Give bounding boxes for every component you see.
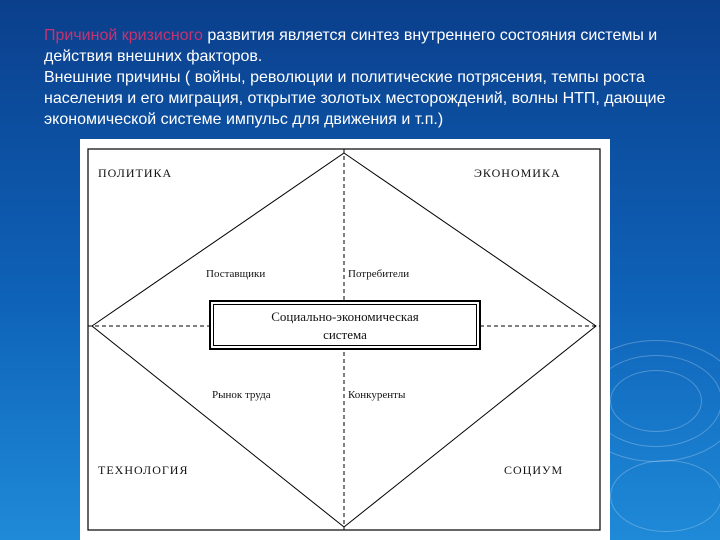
- ripple-decoration: [610, 460, 720, 532]
- paragraph-2: Внешние причины ( войны, революции и политические потрясения, темпы роста населения и его миграция, открытие золотых месторождений, волны НТП, дающие экономической системе импульс для движения и т.п.): [44, 69, 666, 128]
- paragraph-1: [44, 25, 694, 67]
- label-technology: ТЕХНОЛОГИЯ: [98, 463, 189, 477]
- center-system-box: [209, 300, 481, 350]
- label-suppliers: Поставщики: [206, 268, 266, 280]
- label-competitors: Конкуренты: [348, 389, 406, 401]
- center-label-line-2: система: [323, 327, 367, 342]
- label-labor-market: Рынок труда: [212, 389, 271, 401]
- label-politics: ПОЛИТИКА: [98, 166, 173, 180]
- label-society: СОЦИУМ: [504, 463, 564, 477]
- label-consumers: Потребители: [348, 268, 410, 280]
- highlighted-phrase: Причиной кризисного: [44, 27, 203, 44]
- slide-text: [44, 25, 694, 130]
- center-label-line-1: Социально-экономическая: [271, 309, 419, 324]
- paragraph-1-text: развития является синтез внутреннего состояния системы и действия внешних факторов.: [44, 27, 658, 65]
- diagram-panel: [80, 139, 610, 540]
- label-economics: ЭКОНОМИКА: [474, 166, 561, 180]
